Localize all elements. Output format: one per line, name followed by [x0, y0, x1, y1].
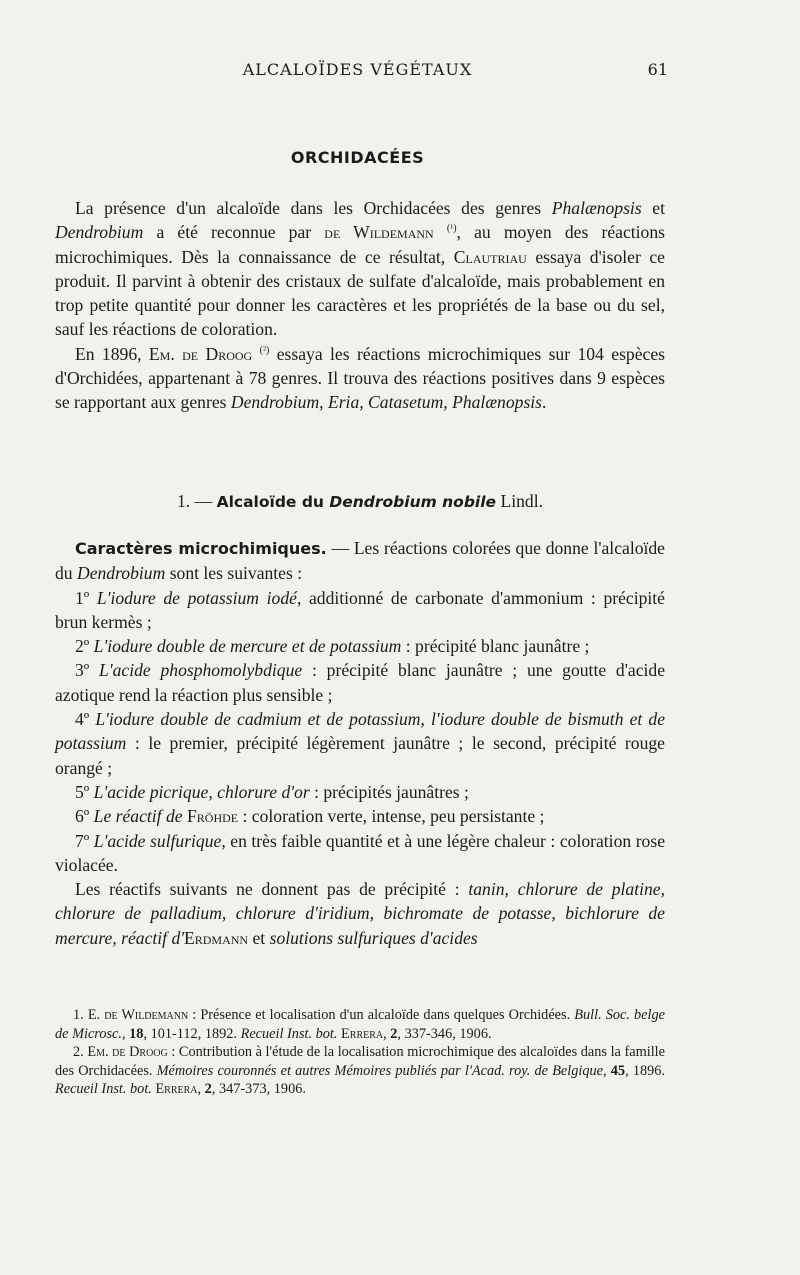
intro-paragraph-2: En 1896, Em. de Droog $^{(^2)}$ essaya les réactions microchimiques sur 104 espèces d'Orchidées, appartenant à 78 genres. Il trouva des réactions positives dans 9 espèces se rapportant aux genres Dendrobium, Eria, Catasetum, Phalænopsis. — [55, 343, 665, 413]
intro-text — [55, 196, 665, 415]
footnote-2: 2. Em. de Droog : Contribution à l'étude de la localisation microchimique des alcaloïdes dans la famille des Orchidacées. Mémoires couronnés et autres Mémoires publiés par l'Acad. roy. de Belgique, 45, 1896. Recueil Inst. bot. Errera, 2, 347-373, 1906. — [55, 1044, 665, 1098]
subsection-heading: 1. — Alcaloïde du Dendrobium nobile Lindl. — [177, 491, 543, 511]
footnote-ref-2[interactable]: (²) — [259, 344, 270, 356]
footnote-ref-1[interactable]: (¹) — [446, 223, 457, 235]
reaction-item: 1º L'iodure de potassium iodé, additionné de carbonate d'ammonium : précipité brun kermès ; — [55, 587, 665, 632]
reaction-item: 3º L'acide phosphomolybdique : précipité blanc jaunâtre ; une goutte d'acide azotique rend la réaction plus sensible ; — [55, 660, 665, 705]
footnote-1: 1. E. de Wildemann : Présence et localisation d'un alcaloïde dans quelques Orchidées. Bull. Soc. belge de Microsc., 18, 101-112, 1892. Recueil Inst. bot. Errera, 2, 337-346, 1906. — [55, 1007, 665, 1042]
section-title: ORCHIDACÉES — [290, 148, 425, 167]
reaction-item: 7º L'acide sulfurique, en très faible quantité et à une légère chaleur : coloration rose violacée. — [55, 830, 666, 875]
reaction-item: 2º L'iodure double de mercure et de potassium : précipité blanc jaunâtre ; — [75, 636, 590, 657]
reaction-item: 4º L'iodure double de cadmium et de potassium, l'iodure double de bismuth et de potassium : le premier, précipité légèrement jaunâtre ; le second, précipité rouge orangé ; — [55, 709, 666, 778]
reaction-item: 6º Le réactif de Fröhde : coloration verte, intense, peu persistante ; — [75, 806, 545, 827]
negative-reagents: Les réactifs suivants ne donnent pas de précipité : tanin, chlorure de platine, chlorure de palladium, chlorure d'iridium, bichromate de potasse, bichlorure de mercure, réactif d'Erdmann et solutions sulfuriques d'acides — [55, 879, 665, 948]
reaction-item: 5º L'acide picrique, chlorure d'or : précipités jaunâtres ; — [75, 781, 469, 802]
reactions-text — [55, 536, 665, 950]
running-title: ALCALOÏDES VÉGÉTAUX — [242, 60, 473, 79]
page-number: 61 — [647, 60, 668, 79]
footnotes — [55, 1006, 665, 1099]
intro-paragraph-1: La présence d'un alcaloïde dans les Orchidacées des genres Phalænopsis et Dendrobium a été reconnue par de Wildemann $^{(^1)}$, au moyen des réactions microchimiques. Dès la connaissance de ce résultat, Clautriau essaya d'isoler ce produit. Il parvint à obtenir des cristaux de sulfate d'alcaloïde, mais probablement en trop petite quantité pour donner les caractères et les propriétés de la base ou du sel, sauf les réactions de coloration. — [55, 198, 665, 340]
reactions-intro: Caractères microchimiques. — Les réactions colorées que donne l'alcaloïde du Dendrobium sont les suivantes : — [55, 538, 665, 584]
